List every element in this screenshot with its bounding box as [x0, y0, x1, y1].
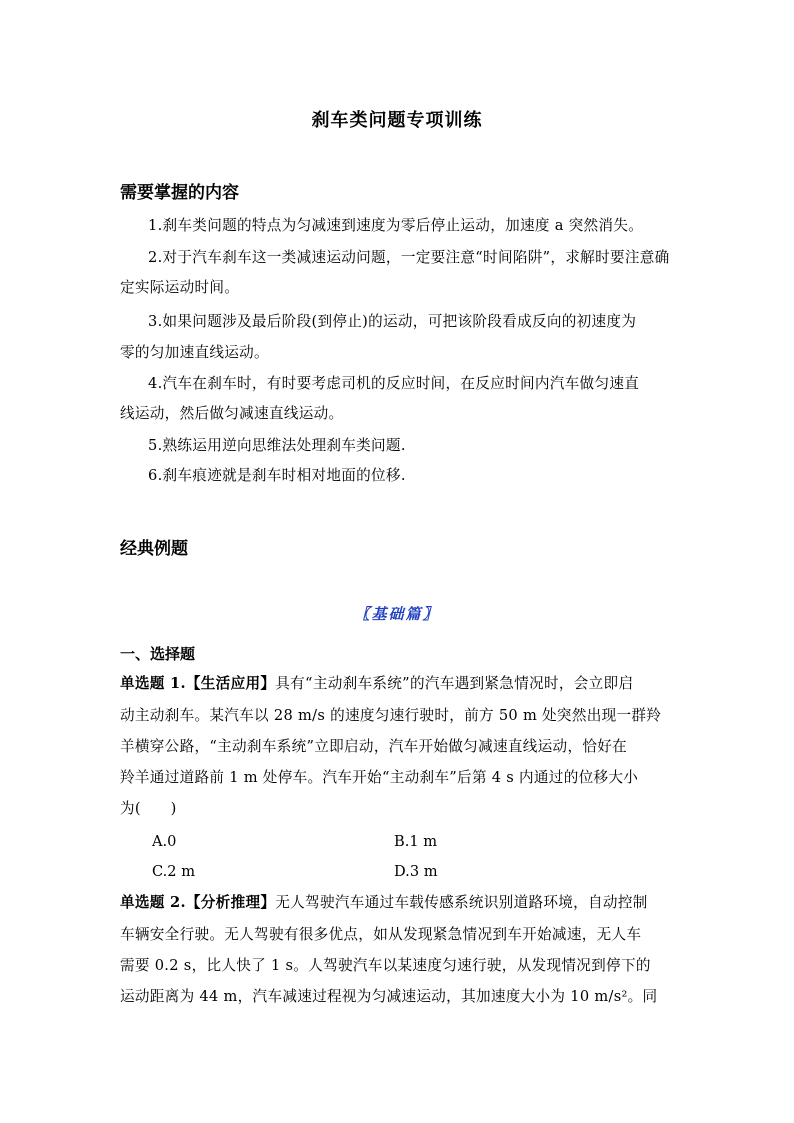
section-heading-examples: 经典例题	[120, 539, 188, 559]
question-2-line-4: 运动距离为 44 m，汽车减速过程视为匀减速运动，其加速度大小为 10 m/s²。同	[120, 988, 658, 1005]
question-2-label: 单选题 2.【分析推理】	[120, 894, 276, 911]
question-1-option-b: B.1 m	[394, 833, 438, 850]
key-point-3-line-1: 3.如果问题涉及最后阶段(到停止)的运动，可把该阶段看成反向的初速度为	[148, 313, 637, 330]
question-2-line-3: 需要 0.2 s，比人快了 1 s。人驾驶汽车以某速度匀速行驶，从发现情况到停下的	[120, 957, 651, 974]
key-point-5: 5.熟练运用逆向思维法处理刹车类问题.	[148, 437, 406, 454]
key-point-1: 1.刹车类问题的特点为匀减速到速度为零后停止运动，加速度 a 突然消失。	[148, 217, 644, 234]
section-heading-key-points: 需要掌握的内容	[120, 183, 239, 203]
key-point-4-line-1: 4.汽车在刹车时，有时要考虑司机的反应时间，在反应时间内汽车做匀速直	[148, 375, 640, 392]
section-subtitle-basic: 〖基础篇〗	[354, 605, 440, 623]
key-point-4-line-2: 线运动，然后做匀减速直线运动。	[120, 405, 344, 422]
key-point-3-line-2: 零的匀加速直线运动。	[120, 344, 269, 361]
question-1-option-a: A.0	[152, 833, 177, 850]
question-1-line-2: 动主动刹车。某汽车以 28 m/s 的速度匀速行驶时，前方 50 m 处突然出现一群羚	[120, 707, 662, 724]
question-1-line-5: 为( )	[120, 800, 177, 817]
key-point-2-line-1: 2.对于汽车刹车这一类减速运动问题，一定要注意“时间陷阱”，求解时要注意确	[148, 249, 670, 266]
question-2-line-1	[120, 893, 648, 913]
question-1-text-1: 具有“主动刹车系统”的汽车遇到紧急情况时，会立即启	[275, 675, 634, 692]
key-point-2-line-2: 定实际运动时间。	[120, 279, 240, 296]
question-1-option-d: D.3 m	[394, 863, 438, 880]
question-2-line-2: 车辆安全行驶。无人驾驶有很多优点，如从发现紧急情况到车开始减速，无人车	[120, 926, 642, 943]
question-1-label: 单选题 1.【生活应用】	[120, 675, 276, 692]
question-1-line-3: 羊横穿公路，“主动刹车系统”立即启动，汽车开始做匀减速直线运动，恰好在	[120, 738, 628, 755]
part-heading-multiple-choice: 一、选择题	[120, 645, 196, 663]
question-2-text-1: 无人驾驶汽车通过车载传感系统识别道路环境，自动控制	[275, 894, 648, 911]
question-1-line-4: 羚羊通过道路前 1 m 处停车。汽车开始“主动刹车”后第 4 s 内通过的位移大小	[120, 769, 639, 786]
key-point-6: 6.刹车痕迹就是刹车时相对地面的位移.	[148, 467, 406, 484]
page-title: 刹车类问题专项训练	[311, 110, 483, 131]
question-1-line-1	[120, 674, 633, 694]
question-1-option-c: C.2 m	[152, 863, 196, 880]
